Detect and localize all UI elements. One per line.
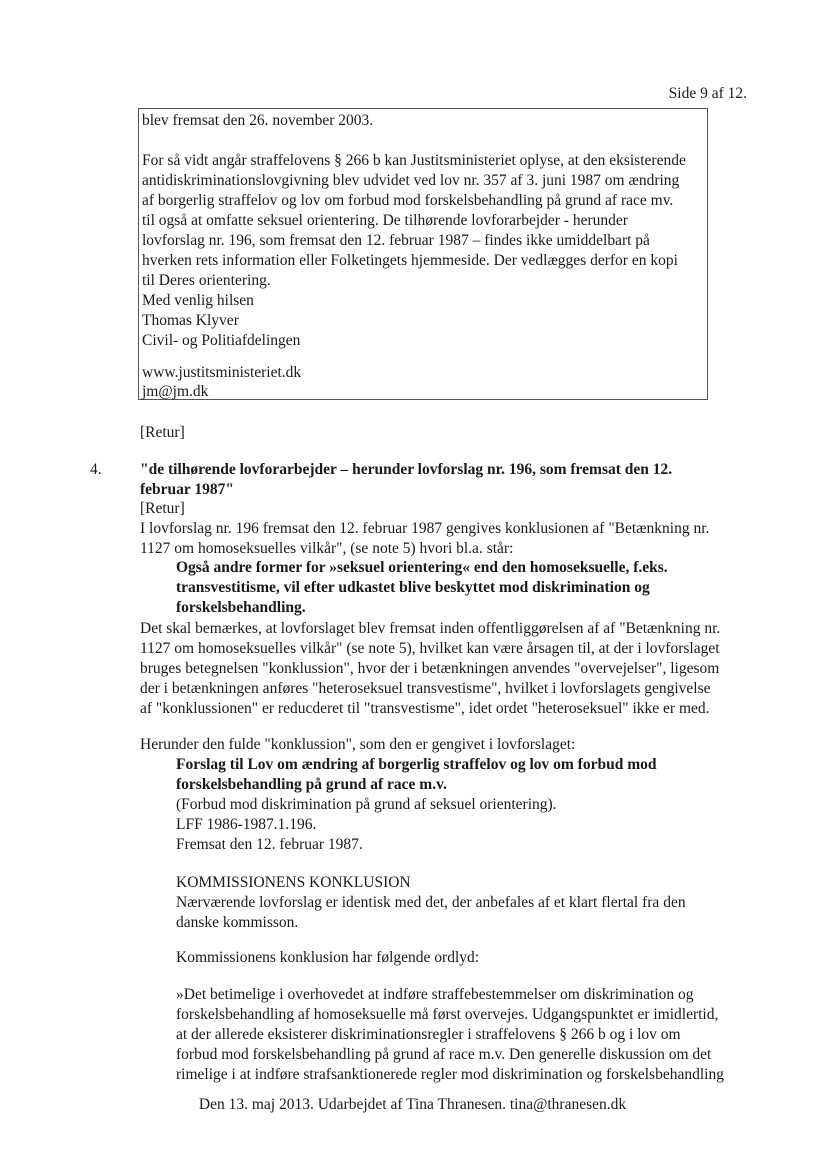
text-line: af borgerlig straffelov og lov om forbud mod forskelsbehandling på grund af race mv. — [142, 192, 674, 209]
text-line: februar 1987" — [140, 481, 234, 498]
bold-quote — [176, 558, 668, 618]
text-line: antidiskriminationslovgivning blev udvidet ved lov nr. 357 af 3. juni 1987 om ændring — [142, 172, 680, 189]
text-line: Nærværende lovforslag er identisk med det, der anbefales af et klart flertal fra den — [176, 894, 686, 911]
text-line: danske kommisson. — [176, 914, 299, 931]
page-footer: Den 13. maj 2013. Udarbejdet af Tina Thranesen. tina@thranesen.dk — [198, 1096, 627, 1113]
remark-paragraph — [140, 619, 720, 719]
text-line: »Det betimelige i overhovedet at indføre straffebestemmelser om diskrimination og — [176, 986, 694, 1003]
text-line: til også at omfatte seksuel orientering. De tilhørende lovforarbejder - herunder — [142, 212, 628, 229]
text-line: transvestitisme, vil efter udkastet blive beskyttet mod diskrimination og — [176, 579, 650, 596]
text-line: at der allerede eksisterer diskriminationsregler i straffelovens § 266 b og i lov om — [176, 1026, 681, 1043]
email-line: blev fremsat den 26. november 2003. — [142, 112, 374, 129]
text-line: Fremsat den 12. februar 1987. — [176, 836, 363, 853]
text-line: forskelsbehandling af homoseksuelle må først overvejes. Udgangspunktet er imidlertid, — [176, 1006, 719, 1023]
retur-link[interactable]: [Retur] — [140, 424, 185, 441]
email-link[interactable]: jm@jm.dk — [142, 383, 209, 400]
section-heading — [140, 460, 672, 500]
text-line: Thomas Klyver — [142, 312, 239, 329]
bill-title — [176, 755, 656, 795]
email-paragraph — [142, 151, 686, 291]
text-line: "de tilhørende lovforarbejder – herunder lovforslag nr. 196, som fremsat den 12. — [140, 461, 673, 478]
wording-intro: Kommissionens konklusion har følgende ordlyd: — [176, 949, 480, 966]
page-number: Side 9 af 12. — [668, 85, 747, 102]
text-line: forbud mod forskelsbehandling på grund af race m.v. Den generelle diskussion om det — [176, 1046, 712, 1063]
text-line: Med venlig hilsen — [142, 292, 254, 309]
text-line: forskelsbehandling. — [176, 599, 306, 616]
text-line: Forslag til Lov om ændring af borgerlig straffelov og lov om forbud mod — [176, 756, 657, 773]
text-line: LFF 1986-1987.1.196. — [176, 816, 317, 833]
text-line: der i betænkningen anføres "heteroseksuel transvestisme", hvilket i lovforslagets gengivelse — [140, 680, 711, 697]
wording-quote — [176, 985, 724, 1085]
text-line: hverken rets information eller Folketingets hjemmeside. Der vedlægges derfor en kopi — [142, 252, 678, 269]
text-line: Også andre former for »seksuel orientering« end den homoseksuelle, f.eks. — [176, 559, 668, 576]
text-line: Det skal bemærkes, at lovforslaget blev fremsat inden offentliggørelsen af af "Betænkning nr. — [140, 620, 721, 637]
text-line: I lovforslag nr. 196 fremsat den 12. februar 1987 gengives konklusionen af "Betænkning nr. — [140, 520, 710, 537]
commission-text — [176, 893, 686, 933]
text-line: til Deres orientering. — [142, 272, 271, 289]
bill-info — [176, 795, 557, 855]
commission-heading: KOMMISSIONENS KONKLUSION — [176, 874, 411, 891]
text-line: lovforslag nr. 196, som fremsat den 12. februar 1987 – findes ikke umiddelbart på — [142, 232, 650, 249]
text-line: forskelsbehandling på grund af race m.v. — [176, 776, 447, 793]
text-line: rimelige i at indføre strafsanktionerede regler mod diskrimination og forskelsbehandling — [176, 1066, 724, 1083]
text-line: Civil- og Politiafdelingen — [142, 332, 301, 349]
text-line: (Forbud mod diskrimination på grund af seksuel orientering). — [176, 796, 557, 813]
herunder-text: Herunder den fulde "konklussion", som den er gengivet i lovforslaget: — [140, 736, 576, 753]
intro-paragraph — [140, 519, 709, 559]
website-link[interactable]: www.justitsministeriet.dk — [142, 364, 302, 381]
text-line: 1127 om homoseksuelles vilkår" (se note 5), hvilket kan være årsagen til, at der i lovforslaget — [140, 640, 720, 657]
email-quote-box — [138, 108, 708, 400]
text-line: bruges betegnelsen "konklussion", hvor der i betænkningen anvendes "overvejelser", ligesom — [140, 660, 720, 677]
retur-link[interactable]: [Retur] — [140, 500, 185, 517]
text-line: af "konklussionen" er reducderet til "transvestisme", idet ordet "heteroseksuel" ikke er med. — [140, 700, 710, 717]
section-number: 4. — [90, 461, 102, 478]
text-line: 1127 om homoseksuelles vilkår", (se note 5) hvori bl.a. står: — [140, 540, 514, 557]
text-line: For så vidt angår straffelovens § 266 b kan Justitsministeriet oplyse, at den eksisterende — [142, 152, 686, 169]
signature — [142, 291, 300, 351]
